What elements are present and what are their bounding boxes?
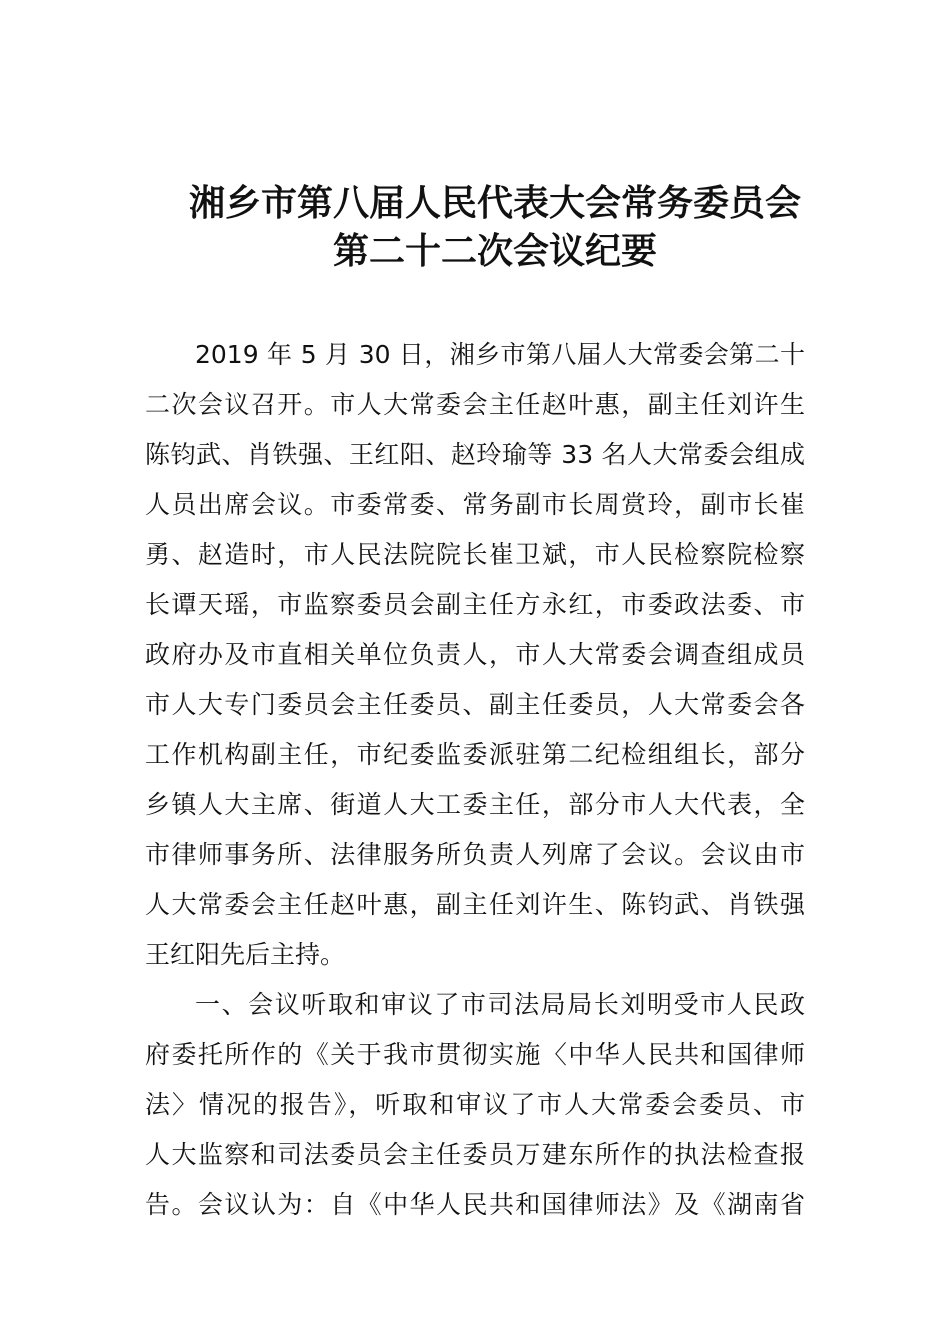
body-line-1: 2019 年 5 月 30 日，湘乡市第八届人大常委会第二十 (195, 340, 805, 369)
body-line-2: 二次会议召开。市人大常委会主任赵叶惠，副主任刘许生 (145, 390, 805, 419)
body-line-7: 政府办及市直相关单位负责人，市人大常委会调查组成员 (145, 640, 805, 669)
body-line-11: 市律师事务所、法律服务所负责人列席了会议。会议由市 (145, 840, 805, 869)
body-line-6: 长谭天瑶，市监察委员会副主任方永红，市委政法委、市 (145, 590, 805, 619)
body-line-13: 王红阳先后主持。 (145, 940, 346, 969)
body-line-8: 市人大专门委员会主任委员、副主任委员，人大常委会各 (145, 690, 805, 719)
body-line-9: 工作机构副主任，市纪委监委派驻第二纪检组组长，部分 (145, 740, 805, 769)
body-line-16: 法〉情况的报告》，听取和审议了市人大常委会委员、市 (145, 1090, 805, 1119)
body-line-15: 府委托所作的《关于我市贯彻实施〈中华人民共和国律师 (145, 1040, 805, 1069)
body-line-14: 一、会议听取和审议了市司法局局长刘明受市人民政 (195, 990, 805, 1019)
body-line-17: 人大监察和司法委员会主任委员万建东所作的执法检查报 (145, 1140, 805, 1169)
body-line-12: 人大常委会主任赵叶惠，副主任刘许生、陈钧武、肖铁强 (145, 890, 805, 919)
body-line-5: 勇、赵造时，市人民法院院长崔卫斌，市人民检察院检察 (145, 540, 805, 569)
document-title-line-1: 湘乡市第八届人民代表大会常务委员会 (188, 183, 801, 224)
body-line-10: 乡镇人大主席、街道人大工委主任，部分市人大代表，全 (145, 790, 805, 819)
body-line-18: 告。会议认为：自《中华人民共和国律师法》及《湖南省 (145, 1190, 805, 1219)
document-title-line-2: 第二十二次会议纪要 (332, 231, 657, 272)
body-line-3: 陈钧武、肖铁强、王红阳、赵玲瑜等 33 名人大常委会组成 (145, 440, 805, 469)
body-line-4: 人员出席会议。市委常委、常务副市长周赏玲，副市长崔 (145, 490, 805, 519)
